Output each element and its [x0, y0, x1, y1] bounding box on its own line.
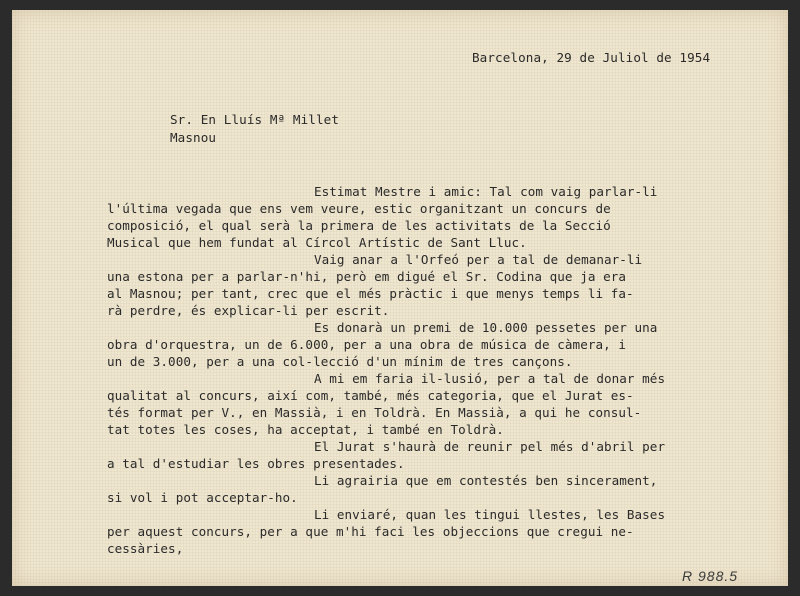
body-line: al Masnou; per tant, crec que el més pràctic i que menys temps li fa-	[107, 286, 634, 301]
recipient-place: Masnou	[170, 130, 217, 145]
body-line: l'última vegada que ens vem veure, estic organitzant un concurs de	[107, 201, 611, 216]
body-line: si vol i pot acceptar-ho.	[107, 490, 298, 505]
recipient-name: Sr. En Lluís Mª Millet	[170, 112, 340, 127]
body-line: tés format per V., en Massià, i en Toldrà. En Massià, a qui he consul-	[107, 405, 642, 420]
letter-date: Barcelona, 29 de Juliol de 1954	[472, 50, 711, 65]
body-line: Estimat Mestre i amic: Tal com vaig parlar-li	[314, 184, 658, 199]
body-line: Musical que hem fundat al Círcol Artístic de Sant Lluc.	[107, 235, 527, 250]
body-line: a tal d'estudiar les obres presentades.	[107, 456, 405, 471]
body-line: tat totes les coses, ha acceptat, i també en Toldrà.	[107, 422, 504, 437]
body-line: Vaig anar a l'Orfeó per a tal de demanar-li	[314, 252, 643, 267]
letter-sheet	[12, 10, 788, 586]
body-line: A mi em faria il-lusió, per a tal de donar més	[314, 371, 666, 386]
archive-reference-mark: R 988.5	[682, 568, 739, 584]
body-line: una estona per a parlar-n'hi, però em digué el Sr. Codina que ja era	[107, 269, 626, 284]
body-line: obra d'orquestra, un de 6.000, per a una obra de música de càmera, i	[107, 337, 626, 352]
body-line: composició, el qual serà la primera de les activitats de la Secció	[107, 218, 611, 233]
body-line: Li agrairia que em contestés ben sincerament,	[314, 473, 658, 488]
body-line: Li enviaré, quan les tingui llestes, les Bases	[314, 507, 666, 522]
body-line: per aquest concurs, per a que m'hi faci les objeccions que cregui ne-	[107, 524, 634, 539]
body-line: qualitat al concurs, així com, també, més categoria, que el Jurat es-	[107, 388, 634, 403]
body-line: El Jurat s'haurà de reunir pel més d'abril per	[314, 439, 666, 454]
body-line: Es donarà un premi de 10.000 pessetes per una	[314, 320, 658, 335]
body-line: un de 3.000, per a una col-lecció d'un mínim de tres cançons.	[107, 354, 573, 369]
body-line: rà perdre, és explicar-li per escrit.	[107, 303, 390, 318]
body-line: cessàries,	[107, 541, 184, 556]
